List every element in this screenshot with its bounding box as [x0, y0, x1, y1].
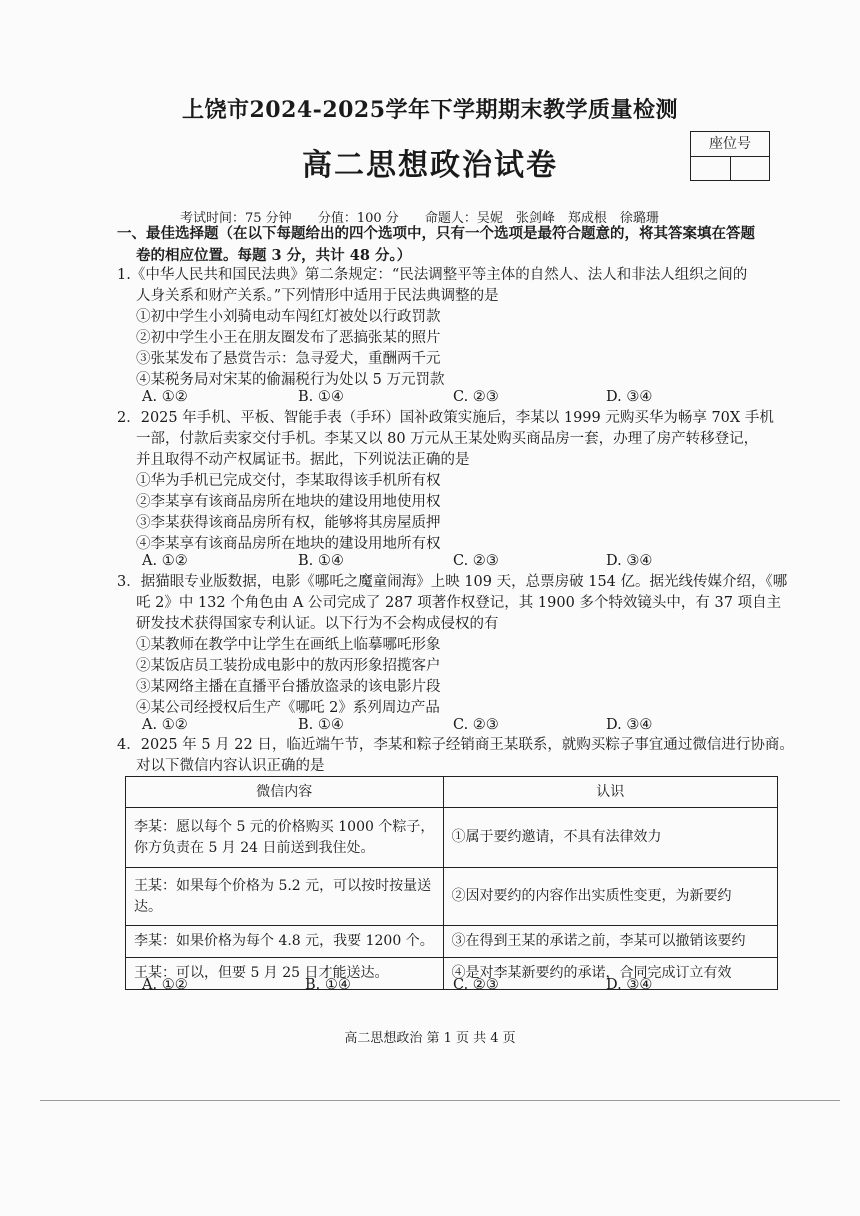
question-2-stem-cont: 并且取得不动产权属证书。据此，下列说法正确的是 — [136, 452, 470, 468]
table-cell: ②因对要约的内容作出实质性变更，为新要约 — [443, 868, 777, 926]
option-d: D. ③④ — [606, 389, 653, 405]
table-header-row — [126, 777, 778, 808]
question-3-item: ②某饭店员工装扮成电影中的敖丙形象招揽客户 — [136, 658, 441, 674]
exam-time: 考试时间：75 分钟 — [180, 211, 292, 226]
section-heading: 一、最佳选择题（在以下每题给出的四个选项中，只有一个选项是最符合题意的，将其答案填在答题 — [117, 225, 755, 242]
option-a: A. ①② — [142, 553, 188, 569]
question-2-item: ④李某享有该商品房所在地块的建设用地所有权 — [136, 536, 441, 552]
question-1-item: ③张某发布了悬赏告示：急寻爱犬，重酬两千元 — [136, 351, 441, 367]
table-row — [126, 958, 778, 990]
question-2-item: ③李某获得该商品房所有权，能够将其房屋质押 — [136, 515, 441, 531]
option-c: C. ②③ — [453, 389, 499, 405]
table-row — [126, 926, 778, 958]
question-3-item: ③某网络主播在直播平台播放盗录的该电影片段 — [136, 679, 441, 695]
question-3-item: ④某公司经授权后生产《哪吒 2》系列周边产品 — [136, 700, 440, 716]
question-2-item: ①华为手机已完成交付，李某取得该手机所有权 — [136, 473, 441, 489]
table-header: 微信内容 — [126, 777, 444, 808]
page-divider — [40, 1100, 840, 1101]
section-heading-cont: 卷的相应位置。每题 3 分，共计 48 分。） — [136, 247, 412, 264]
table-cell: 王某：如果每个价格为 5.2 元，可以按时按量送达。 — [126, 868, 444, 926]
seat-number-label: 座位号 — [691, 132, 769, 157]
table-cell: 王某：可以，但要 5 月 25 日才能送达。 — [126, 958, 444, 990]
exam-title: 上饶市2024-2025学年下学期期末教学质量检测 — [181, 97, 679, 123]
seat-number-cells — [691, 157, 769, 181]
option-a: A. ①② — [142, 717, 188, 733]
question-2-stem-cont: 一部，付款后卖家交付手机。李某又以 80 万元从王某处购买商品房一套，办理了房产转移登记， — [136, 431, 759, 447]
page-footer: 高二思想政治 第 1 页 共 4 页 — [344, 1031, 516, 1046]
option-c: C. ②③ — [453, 717, 499, 733]
question-1-stem-cont: 人身关系和财产关系。”下列情形中适用于民法典调整的是 — [136, 288, 499, 304]
question-2-item: ②李某享有该商品房所在地块的建设用地使用权 — [136, 494, 441, 510]
option-a: A. ①② — [142, 977, 188, 993]
exam-score: 分值：100 分 — [317, 211, 399, 226]
table-row — [126, 868, 778, 926]
question-1-item: ④某税务局对宋某的偷漏税行为处以 5 万元罚款 — [136, 372, 445, 388]
exam-authors: 命题人：吴妮 张剑峰 郑成根 徐璐珊 — [424, 211, 659, 226]
seat-number-box — [690, 131, 770, 181]
option-c: C. ②③ — [453, 977, 499, 993]
question-4-stem-cont: 对以下微信内容认识正确的是 — [136, 758, 325, 774]
option-d: D. ③④ — [606, 717, 653, 733]
option-a: A. ①② — [142, 389, 188, 405]
question-3-item: ①某教师在教学中让学生在画纸上临摹哪吒形象 — [136, 637, 441, 653]
table-cell: 李某：愿以每个 5 元的价格购买 1000 个粽子，你方负责在 5 月 24 日前送到我住处。 — [126, 808, 444, 868]
table-cell: 李某：如果价格为每个 4.8 元，我要 1200 个。 — [126, 926, 444, 958]
table-row — [126, 808, 778, 868]
question-4-stem: 4．2025 年 5 月 22 日，临近端午节，李某和粽子经销商王某联系，就购买粽子事宜通过微信进行协商。 — [117, 737, 794, 753]
question-1-item: ①初中学生小刘骑电动车闯红灯被处以行政罚款 — [136, 309, 441, 325]
question-1-stem: 1.《中华人民共和国民法典》第二条规定：“民法调整平等主体的自然人、法人和非法人组织之间的 — [117, 267, 748, 283]
wechat-table — [125, 776, 778, 990]
table-cell: ①属于要约邀请，不具有法律效力 — [443, 808, 777, 868]
question-2-stem: 2．2025 年手机、平板、智能手表（手环）国补政策实施后，李某以 1999 元购买华为畅享 70X 手机 — [117, 410, 774, 426]
question-3-stem-cont: 研发技术获得国家专利认证。以下行为不会构成侵权的有 — [136, 616, 499, 632]
option-b: B. ①④ — [298, 717, 344, 733]
table-header: 认识 — [443, 777, 777, 808]
table-cell: ④是对李某新要约的承诺，合同完成订立有效 — [443, 958, 777, 990]
question-3-stem: 3．据猫眼专业版数据，电影《哪吒之魔童闹海》上映 109 天，总票房破 154 亿。据光线传媒介绍，《哪 — [117, 574, 788, 590]
exam-subtitle: 高二思想政治试卷 — [302, 148, 558, 183]
option-b: B. ①④ — [305, 977, 351, 993]
question-1-item: ②初中学生小王在朋友圈发布了恶搞张某的照片 — [136, 330, 441, 346]
option-c: C. ②③ — [453, 553, 499, 569]
option-b: B. ①④ — [298, 553, 344, 569]
option-d: D. ③④ — [606, 977, 653, 993]
question-3-stem-cont: 吒 2》中 132 个角色由 A 公司完成了 287 项著作权登记，其 1900 多个特效镜头中，有 37 项自主 — [136, 595, 782, 611]
option-b: B. ①④ — [298, 389, 344, 405]
option-d: D. ③④ — [606, 553, 653, 569]
table-cell: ③在得到王某的承诺之前，李某可以撤销该要约 — [443, 926, 777, 958]
